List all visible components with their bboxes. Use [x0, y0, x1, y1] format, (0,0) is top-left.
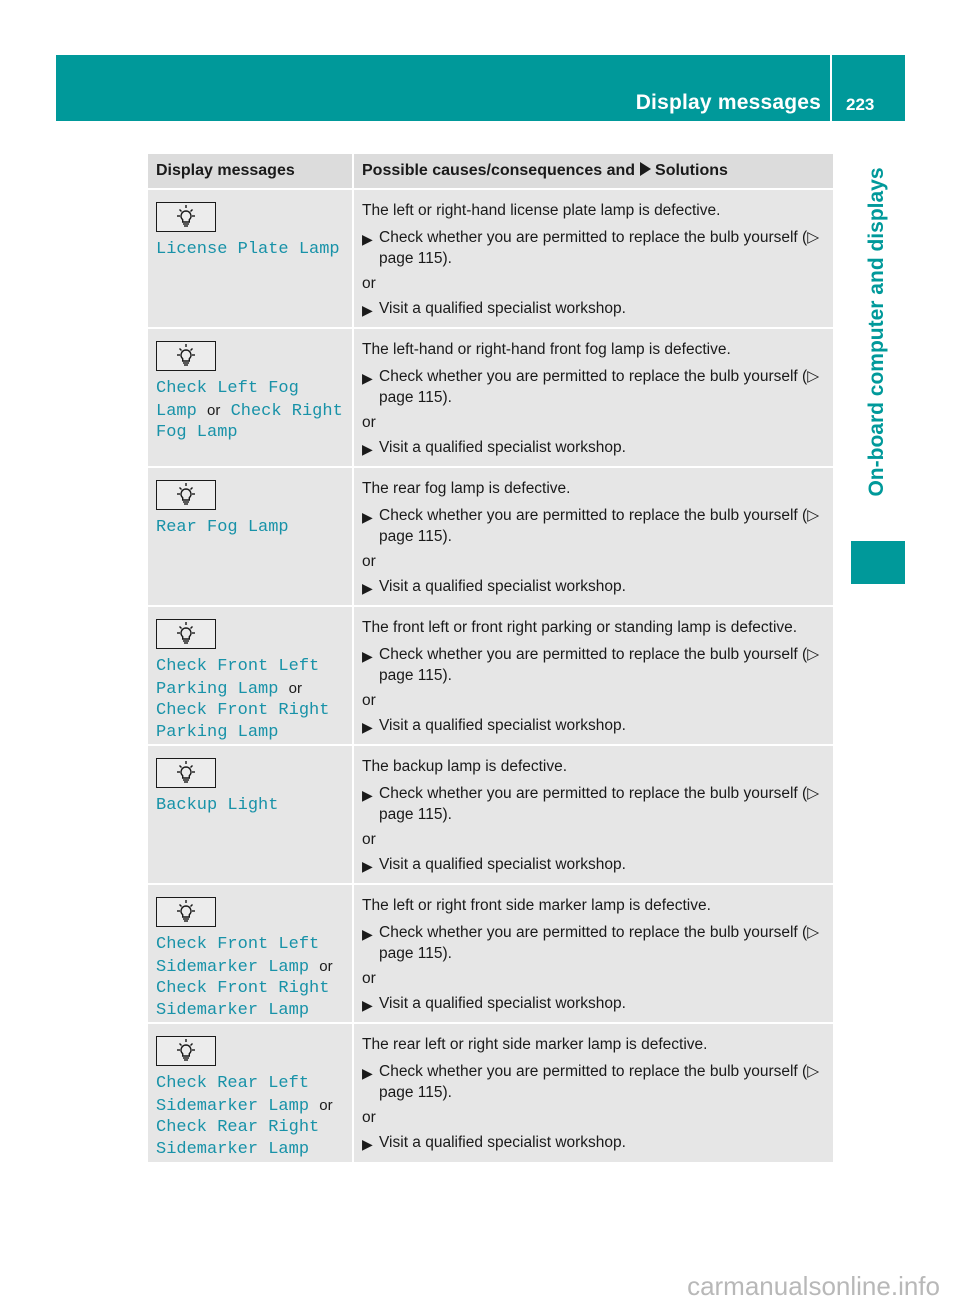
- solution-step: [362, 715, 829, 736]
- lamp-indicator-icon: [156, 480, 216, 510]
- cause-text: The rear fog lamp is defective.: [362, 480, 571, 497]
- solution-step: [362, 1061, 829, 1103]
- or-separator: or: [362, 553, 376, 570]
- step-text: Check whether you are permitted to replace the bulb yourself (▷ page 115).: [379, 646, 820, 684]
- column-header-messages: Display messages: [148, 154, 353, 189]
- display-message-text: Rear Fog Lamp: [156, 518, 289, 537]
- display-message: [156, 1073, 344, 1161]
- triangle-bullet-icon: ▶: [362, 441, 373, 457]
- display-message-text: License Plate Lamp: [156, 240, 340, 259]
- display-message-text: Check Front Right Sidemarker Lamp: [156, 979, 330, 1021]
- triangle-bullet-icon: ▶: [362, 648, 373, 664]
- triangle-bullet-icon: ▶: [362, 509, 373, 525]
- cause-text: The front left or front right parking or standing lamp is defective.: [362, 619, 798, 636]
- triangle-bullet-icon: ▶: [362, 997, 373, 1013]
- table-row: [148, 189, 833, 328]
- or-separator: or: [319, 957, 333, 975]
- lamp-indicator-icon: [156, 619, 216, 649]
- message-cell: [148, 1023, 353, 1162]
- solution-cell: [353, 884, 833, 1023]
- solution-cell: [353, 467, 833, 606]
- display-message-text: Check Rear Right Sidemarker Lamp: [156, 1118, 320, 1160]
- message-cell: [148, 328, 353, 467]
- table-row: [148, 328, 833, 467]
- solution-step: [362, 1132, 829, 1153]
- cause-text: The rear left or right side marker lamp is defective.: [362, 1036, 708, 1053]
- solution-step: [362, 854, 829, 875]
- solution-step: [362, 922, 829, 964]
- lamp-indicator-icon: [156, 341, 216, 371]
- cause-text: The backup lamp is defective.: [362, 758, 568, 775]
- triangle-bullet-icon: ▶: [362, 926, 373, 942]
- message-cell: [148, 884, 353, 1023]
- or-separator: or: [288, 679, 302, 697]
- message-cell: [148, 467, 353, 606]
- solution-cell: [353, 606, 833, 745]
- step-text: Visit a qualified specialist workshop.: [379, 300, 626, 317]
- table-header-row: [148, 154, 833, 189]
- lamp-indicator-icon: [156, 202, 216, 232]
- step-text: Check whether you are permitted to replace the bulb yourself (▷ page 115).: [379, 229, 820, 267]
- display-messages-table: [148, 154, 833, 1162]
- triangle-bullet-icon: [640, 162, 651, 176]
- solution-step: [362, 576, 829, 597]
- lamp-indicator-icon: [156, 1036, 216, 1066]
- display-message-text: Check Front Left Sidemarker Lamp: [156, 935, 320, 977]
- solution-step: [362, 437, 829, 458]
- chapter-title: On-board computer and displays: [865, 167, 888, 497]
- table-row: [148, 745, 833, 884]
- or-separator: or: [362, 970, 376, 987]
- step-text: Check whether you are permitted to replace the bulb yourself (▷ page 115).: [379, 507, 820, 545]
- header-divider: [830, 55, 832, 121]
- display-message: [156, 934, 344, 1022]
- solution-step: [362, 993, 829, 1014]
- solution-step: [362, 644, 829, 686]
- triangle-bullet-icon: ▶: [362, 580, 373, 596]
- triangle-bullet-icon: ▶: [362, 231, 373, 247]
- step-text: Check whether you are permitted to replace the bulb yourself (▷ page 115).: [379, 924, 820, 962]
- page-number: 223: [846, 95, 875, 114]
- display-message: [156, 517, 344, 539]
- section-title: Display messages: [635, 91, 821, 114]
- triangle-bullet-icon: ▶: [362, 858, 373, 874]
- or-separator: or: [362, 831, 376, 848]
- triangle-bullet-icon: ▶: [362, 1065, 373, 1081]
- cause-text: The left or right front side marker lamp is defective.: [362, 897, 711, 914]
- step-text: Visit a qualified specialist workshop.: [379, 856, 626, 873]
- message-cell: [148, 745, 353, 884]
- triangle-bullet-icon: ▶: [362, 1136, 373, 1152]
- display-message-text: Backup Light: [156, 796, 279, 815]
- column-header-solutions-label: Solutions: [655, 162, 728, 179]
- or-separator: or: [362, 414, 376, 431]
- step-text: Check whether you are permitted to replace the bulb yourself (▷ page 115).: [379, 368, 820, 406]
- display-message: [156, 239, 344, 261]
- display-message: [156, 795, 344, 817]
- step-text: Check whether you are permitted to replace the bulb yourself (▷ page 115).: [379, 1063, 820, 1101]
- or-separator: or: [362, 275, 376, 292]
- chapter-side-tab: [849, 122, 905, 542]
- display-message-text: Check Left Fog Lamp: [156, 379, 299, 421]
- step-text: Visit a qualified specialist workshop.: [379, 439, 626, 456]
- display-message-text: Check Front Left Parking Lamp: [156, 657, 320, 699]
- solution-step: [362, 366, 829, 408]
- message-cell: [148, 189, 353, 328]
- cause-text: The left or right-hand license plate lamp is defective.: [362, 202, 721, 219]
- display-message-text: Check Front Right Parking Lamp: [156, 701, 330, 743]
- page-header: [56, 55, 905, 121]
- or-separator: or: [207, 401, 221, 419]
- triangle-bullet-icon: ▶: [362, 719, 373, 735]
- display-message-text: Check Rear Left Sidemarker Lamp: [156, 1074, 310, 1116]
- watermark: carmanualsonline.info: [687, 1271, 940, 1301]
- chapter-marker-block: [851, 541, 905, 584]
- solution-cell: [353, 1023, 833, 1162]
- step-text: Check whether you are permitted to replace the bulb yourself (▷ page 115).: [379, 785, 820, 823]
- display-message: [156, 378, 344, 444]
- step-text: Visit a qualified specialist workshop.: [379, 995, 626, 1012]
- cause-text: The left-hand or right-hand front fog lamp is defective.: [362, 341, 731, 358]
- step-text: Visit a qualified specialist workshop.: [379, 578, 626, 595]
- table-row: [148, 467, 833, 606]
- triangle-bullet-icon: ▶: [362, 302, 373, 318]
- table-row: [148, 1023, 833, 1162]
- or-separator: or: [319, 1096, 333, 1114]
- solution-cell: [353, 328, 833, 467]
- solution-step: [362, 227, 829, 269]
- table-row: [148, 884, 833, 1023]
- solution-step: [362, 298, 829, 319]
- solution-cell: [353, 745, 833, 884]
- message-cell: [148, 606, 353, 745]
- or-separator: or: [362, 1109, 376, 1126]
- solution-cell: [353, 189, 833, 328]
- column-header-causes-label: Possible causes/consequences and: [362, 162, 636, 179]
- table-row: [148, 606, 833, 745]
- column-header-solutions: [353, 154, 833, 189]
- display-message: [156, 656, 344, 744]
- solution-step: [362, 783, 829, 825]
- step-text: Visit a qualified specialist workshop.: [379, 717, 626, 734]
- display-message-text: Check Right Fog Lamp: [156, 401, 343, 443]
- step-text: Visit a qualified specialist workshop.: [379, 1134, 626, 1151]
- lamp-indicator-icon: [156, 758, 216, 788]
- triangle-bullet-icon: ▶: [362, 370, 373, 386]
- solution-step: [362, 505, 829, 547]
- triangle-bullet-icon: ▶: [362, 787, 373, 803]
- or-separator: or: [362, 692, 376, 709]
- lamp-indicator-icon: [156, 897, 216, 927]
